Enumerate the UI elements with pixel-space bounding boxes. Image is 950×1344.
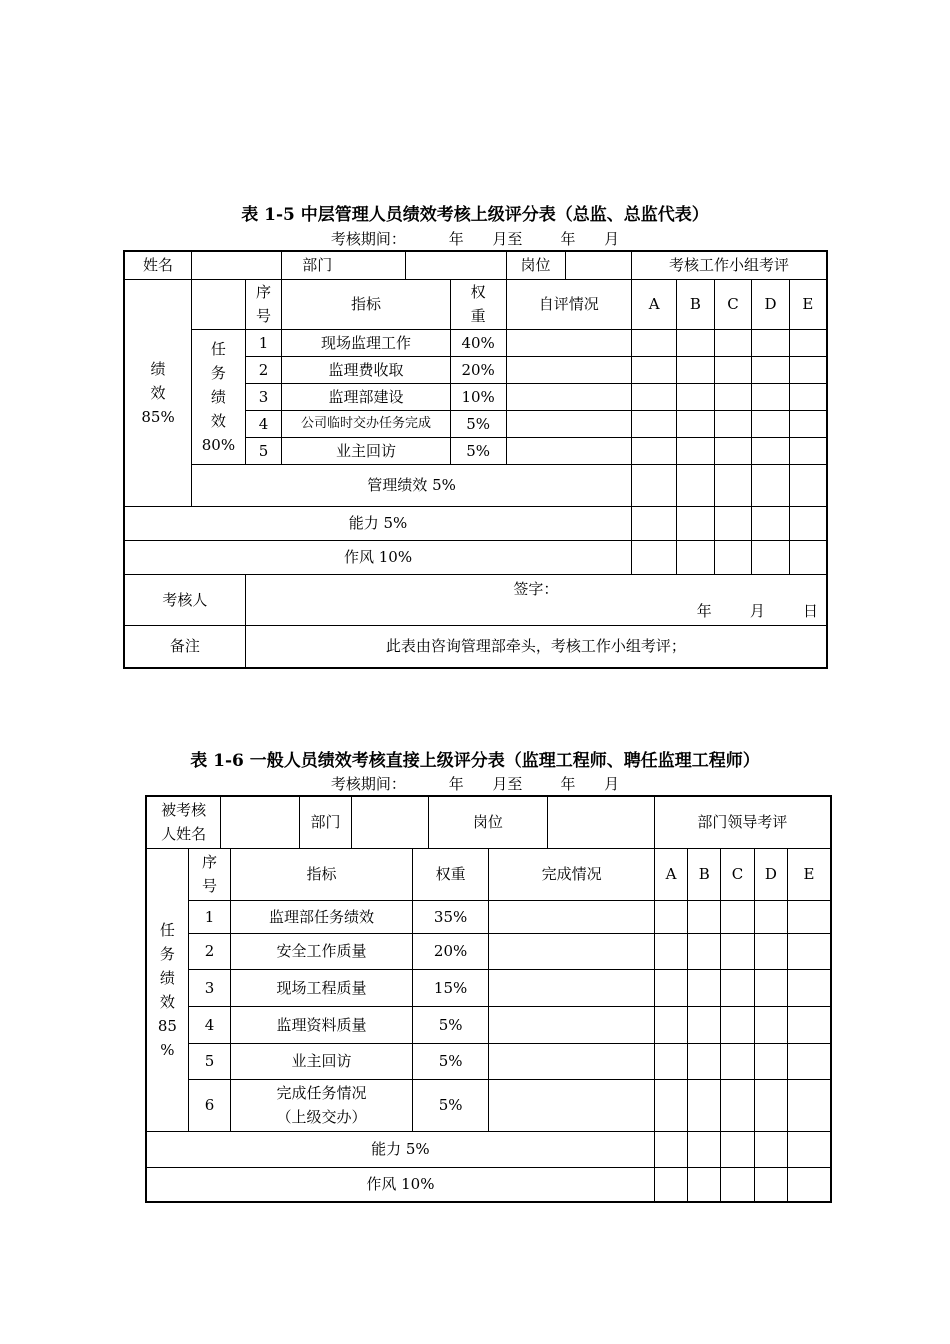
grade-cell[interactable] bbox=[787, 933, 831, 969]
grade-cell[interactable] bbox=[632, 383, 677, 410]
table1-title: 表 1-5 中层管理人员绩效考核上级评分表（总监、总监代表） bbox=[241, 205, 709, 225]
grade-cell[interactable] bbox=[754, 1079, 787, 1131]
grade-cell[interactable] bbox=[789, 506, 827, 540]
grade-cell[interactable] bbox=[677, 540, 715, 574]
grade-cell[interactable] bbox=[752, 540, 790, 574]
post-label: 岗位 bbox=[506, 251, 565, 279]
grade-cell[interactable] bbox=[688, 933, 721, 969]
row-seq: 2 bbox=[245, 356, 281, 383]
table2-period: 考核期间： 年 月至 年 月 bbox=[330, 775, 620, 793]
grade-cell[interactable] bbox=[752, 329, 790, 356]
grade-cell[interactable] bbox=[721, 933, 754, 969]
grade-cell[interactable] bbox=[789, 356, 827, 383]
t2-grade-d: D bbox=[754, 848, 787, 900]
grade-cell[interactable] bbox=[632, 540, 677, 574]
t2-name-label: 被考核 人姓名 bbox=[146, 796, 221, 848]
blank-header bbox=[192, 279, 246, 329]
grade-cell[interactable] bbox=[688, 1167, 721, 1202]
grade-cell[interactable] bbox=[654, 1167, 687, 1202]
grade-cell[interactable] bbox=[754, 1131, 787, 1167]
grade-cell[interactable] bbox=[714, 383, 752, 410]
perf-label-text: 绩 效 85% bbox=[141, 359, 175, 426]
grade-cell[interactable] bbox=[752, 356, 790, 383]
grade-cell[interactable] bbox=[654, 900, 687, 933]
t2-post-value[interactable] bbox=[547, 796, 654, 848]
grade-cell[interactable] bbox=[714, 410, 752, 437]
t2-style-label: 作风 10% bbox=[146, 1167, 654, 1202]
grade-cell[interactable] bbox=[654, 969, 687, 1006]
grade-cell[interactable] bbox=[714, 540, 752, 574]
t2-grade-c: C bbox=[721, 848, 754, 900]
row-index: 现场监理工作 bbox=[282, 329, 450, 356]
row-completion[interactable] bbox=[489, 1006, 654, 1043]
table1 bbox=[123, 250, 828, 669]
row-index: 业主回访 bbox=[282, 437, 450, 464]
table-row bbox=[146, 900, 831, 933]
grade-cell[interactable] bbox=[677, 329, 715, 356]
table-row bbox=[146, 1043, 831, 1079]
grade-cell[interactable] bbox=[754, 900, 787, 933]
row-seq: 3 bbox=[245, 383, 281, 410]
grade-cell[interactable] bbox=[632, 410, 677, 437]
row-index: 现场工程质量 bbox=[231, 969, 413, 1006]
grade-cell[interactable] bbox=[654, 1043, 687, 1079]
table-row bbox=[124, 329, 827, 356]
grade-cell[interactable] bbox=[787, 1079, 831, 1131]
grade-cell[interactable] bbox=[677, 464, 715, 506]
row-weight: 5% bbox=[450, 437, 506, 464]
grade-cell[interactable] bbox=[632, 506, 677, 540]
row-seq: 5 bbox=[188, 1043, 230, 1079]
table2 bbox=[145, 795, 832, 1203]
remark-label: 备注 bbox=[124, 625, 245, 668]
grade-cell[interactable] bbox=[632, 356, 677, 383]
t2-grade-b: B bbox=[688, 848, 721, 900]
t2-ability-label: 能力 5% bbox=[146, 1131, 654, 1167]
row-index: 安全工作质量 bbox=[231, 933, 413, 969]
grade-cell[interactable] bbox=[789, 329, 827, 356]
row-completion[interactable] bbox=[489, 1079, 654, 1131]
grade-cell[interactable] bbox=[787, 1043, 831, 1079]
row-index: 公司临时交办任务完成 bbox=[282, 410, 450, 437]
table-row bbox=[146, 969, 831, 1006]
t2-post-label: 岗位 bbox=[428, 796, 547, 848]
row-completion[interactable] bbox=[489, 933, 654, 969]
row-seq: 1 bbox=[245, 329, 281, 356]
grade-cell[interactable] bbox=[654, 1079, 687, 1131]
row-weight: 20% bbox=[412, 933, 489, 969]
grade-cell[interactable] bbox=[688, 1131, 721, 1167]
row-weight: 10% bbox=[450, 383, 506, 410]
grade-cell[interactable] bbox=[677, 506, 715, 540]
row-weight: 15% bbox=[412, 969, 489, 1006]
t2-grade-e: E bbox=[787, 848, 831, 900]
row-weight: 5% bbox=[412, 1079, 489, 1131]
row-self-eval[interactable] bbox=[506, 410, 632, 437]
row-seq: 5 bbox=[245, 437, 281, 464]
row-completion[interactable] bbox=[489, 900, 654, 933]
grade-cell[interactable] bbox=[789, 540, 827, 574]
dept-label: 部门 bbox=[282, 251, 405, 279]
grade-cell[interactable] bbox=[677, 437, 715, 464]
grade-cell[interactable] bbox=[787, 969, 831, 1006]
grade-cell[interactable] bbox=[787, 1131, 831, 1167]
seq-header: 序 号 bbox=[245, 279, 281, 329]
row-seq: 4 bbox=[188, 1006, 230, 1043]
grade-cell[interactable] bbox=[721, 1131, 754, 1167]
remark-text: 此表由咨询管理部牵头，考核工作小组考评； bbox=[245, 625, 827, 668]
post-value[interactable] bbox=[565, 251, 632, 279]
t2-dept-value[interactable] bbox=[352, 796, 429, 848]
t2-completion-header: 完成情况 bbox=[489, 848, 654, 900]
table-row bbox=[146, 1079, 831, 1131]
row-weight: 5% bbox=[412, 1006, 489, 1043]
table-row bbox=[146, 933, 831, 969]
row-index: 业主回访 bbox=[231, 1043, 413, 1079]
grade-cell[interactable] bbox=[789, 410, 827, 437]
row-self-eval[interactable] bbox=[506, 356, 632, 383]
row-weight: 5% bbox=[412, 1043, 489, 1079]
row-weight: 35% bbox=[412, 900, 489, 933]
row-weight: 40% bbox=[450, 329, 506, 356]
grade-cell[interactable] bbox=[714, 356, 752, 383]
grade-cell[interactable] bbox=[688, 900, 721, 933]
grade-cell[interactable] bbox=[632, 329, 677, 356]
grade-a: A bbox=[632, 279, 677, 329]
row-self-eval[interactable] bbox=[506, 437, 632, 464]
self-eval-header: 自评情况 bbox=[506, 279, 632, 329]
grade-cell[interactable] bbox=[677, 356, 715, 383]
grade-cell[interactable] bbox=[789, 437, 827, 464]
grade-cell[interactable] bbox=[787, 1006, 831, 1043]
sign-label: 签字： bbox=[513, 579, 559, 598]
t2-leader-eval-header: 部门领导考评 bbox=[654, 796, 831, 848]
grade-cell[interactable] bbox=[688, 1006, 721, 1043]
perf-label bbox=[124, 279, 192, 506]
row-weight: 20% bbox=[450, 356, 506, 383]
group-eval-header: 考核工作小组考评 bbox=[632, 251, 827, 279]
grade-cell[interactable] bbox=[752, 506, 790, 540]
grade-cell[interactable] bbox=[754, 1167, 787, 1202]
row-index: 监理资料质量 bbox=[231, 1006, 413, 1043]
grade-cell[interactable] bbox=[632, 437, 677, 464]
style-label: 作风 10% bbox=[124, 540, 632, 574]
t2-grade-a: A bbox=[654, 848, 687, 900]
row-seq: 3 bbox=[188, 969, 230, 1006]
index-header: 指标 bbox=[282, 279, 450, 329]
ability-label: 能力 5% bbox=[124, 506, 632, 540]
grade-cell[interactable] bbox=[721, 969, 754, 1006]
row-seq: 2 bbox=[188, 933, 230, 969]
grade-b: B bbox=[677, 279, 715, 329]
row-seq: 4 bbox=[245, 410, 281, 437]
grade-cell[interactable] bbox=[714, 329, 752, 356]
t2-seq-header: 序 号 bbox=[188, 848, 230, 900]
grade-cell[interactable] bbox=[789, 383, 827, 410]
task-label: 任 务 绩 效 80% bbox=[192, 329, 246, 464]
t2-dept-label: 部门 bbox=[299, 796, 351, 848]
grade-cell[interactable] bbox=[654, 1131, 687, 1167]
row-index: 完成任务情况 （上级交办） bbox=[231, 1079, 413, 1131]
row-weight: 5% bbox=[450, 410, 506, 437]
row-index: 监理费收取 bbox=[282, 356, 450, 383]
row-seq: 6 bbox=[188, 1079, 230, 1131]
grade-cell[interactable] bbox=[752, 410, 790, 437]
grade-c: C bbox=[714, 279, 752, 329]
row-completion[interactable] bbox=[489, 969, 654, 1006]
row-self-eval[interactable] bbox=[506, 329, 632, 356]
grade-cell[interactable] bbox=[688, 969, 721, 1006]
weight-header: 权 重 bbox=[450, 279, 506, 329]
grade-cell[interactable] bbox=[789, 464, 827, 506]
sign-date: 年 月 日 bbox=[696, 601, 818, 620]
grade-cell[interactable] bbox=[714, 464, 752, 506]
row-self-eval[interactable] bbox=[506, 383, 632, 410]
grade-cell[interactable] bbox=[721, 1167, 754, 1202]
t2-index-header: 指标 bbox=[231, 848, 413, 900]
row-index: 监理部任务绩效 bbox=[231, 900, 413, 933]
grade-cell[interactable] bbox=[752, 464, 790, 506]
grade-cell[interactable] bbox=[714, 437, 752, 464]
grade-d: D bbox=[752, 279, 790, 329]
t2-weight-header: 权重 bbox=[412, 848, 489, 900]
grade-cell[interactable] bbox=[752, 437, 790, 464]
grade-cell[interactable] bbox=[754, 933, 787, 969]
t2-name-value[interactable] bbox=[221, 796, 300, 848]
assessor-label: 考核人 bbox=[124, 574, 245, 625]
grade-cell[interactable] bbox=[688, 1079, 721, 1131]
name-value[interactable] bbox=[192, 251, 282, 279]
grade-cell[interactable] bbox=[632, 464, 677, 506]
grade-cell[interactable] bbox=[787, 1167, 831, 1202]
grade-cell[interactable] bbox=[688, 1043, 721, 1079]
name-label: 姓名 bbox=[124, 251, 192, 279]
grade-cell[interactable] bbox=[714, 506, 752, 540]
grade-cell[interactable] bbox=[721, 1006, 754, 1043]
table-row bbox=[146, 1006, 831, 1043]
grade-cell[interactable] bbox=[754, 1043, 787, 1079]
table2-title: 表 1-6 一般人员绩效考核直接上级评分表（监理工程师、聘任监理工程师） bbox=[190, 751, 760, 771]
grade-cell[interactable] bbox=[654, 1006, 687, 1043]
grade-cell[interactable] bbox=[754, 1006, 787, 1043]
grade-cell[interactable] bbox=[754, 969, 787, 1006]
grade-cell[interactable] bbox=[721, 900, 754, 933]
grade-cell[interactable] bbox=[787, 900, 831, 933]
row-completion[interactable] bbox=[489, 1043, 654, 1079]
dept-value[interactable] bbox=[405, 251, 506, 279]
grade-cell[interactable] bbox=[721, 1043, 754, 1079]
mgmt-perf-label: 管理绩效 5% bbox=[192, 464, 632, 506]
row-seq: 1 bbox=[188, 900, 230, 933]
grade-cell[interactable] bbox=[721, 1079, 754, 1131]
signature-area[interactable] bbox=[245, 574, 827, 625]
row-index: 监理部建设 bbox=[282, 383, 450, 410]
grade-cell[interactable] bbox=[677, 410, 715, 437]
grade-e: E bbox=[789, 279, 827, 329]
grade-cell[interactable] bbox=[752, 383, 790, 410]
grade-cell[interactable] bbox=[677, 383, 715, 410]
table1-period: 考核期间： 年 月至 年 月 bbox=[330, 230, 620, 248]
t2-task-label: 任 务 绩 效 85 % bbox=[146, 848, 188, 1131]
grade-cell[interactable] bbox=[654, 933, 687, 969]
